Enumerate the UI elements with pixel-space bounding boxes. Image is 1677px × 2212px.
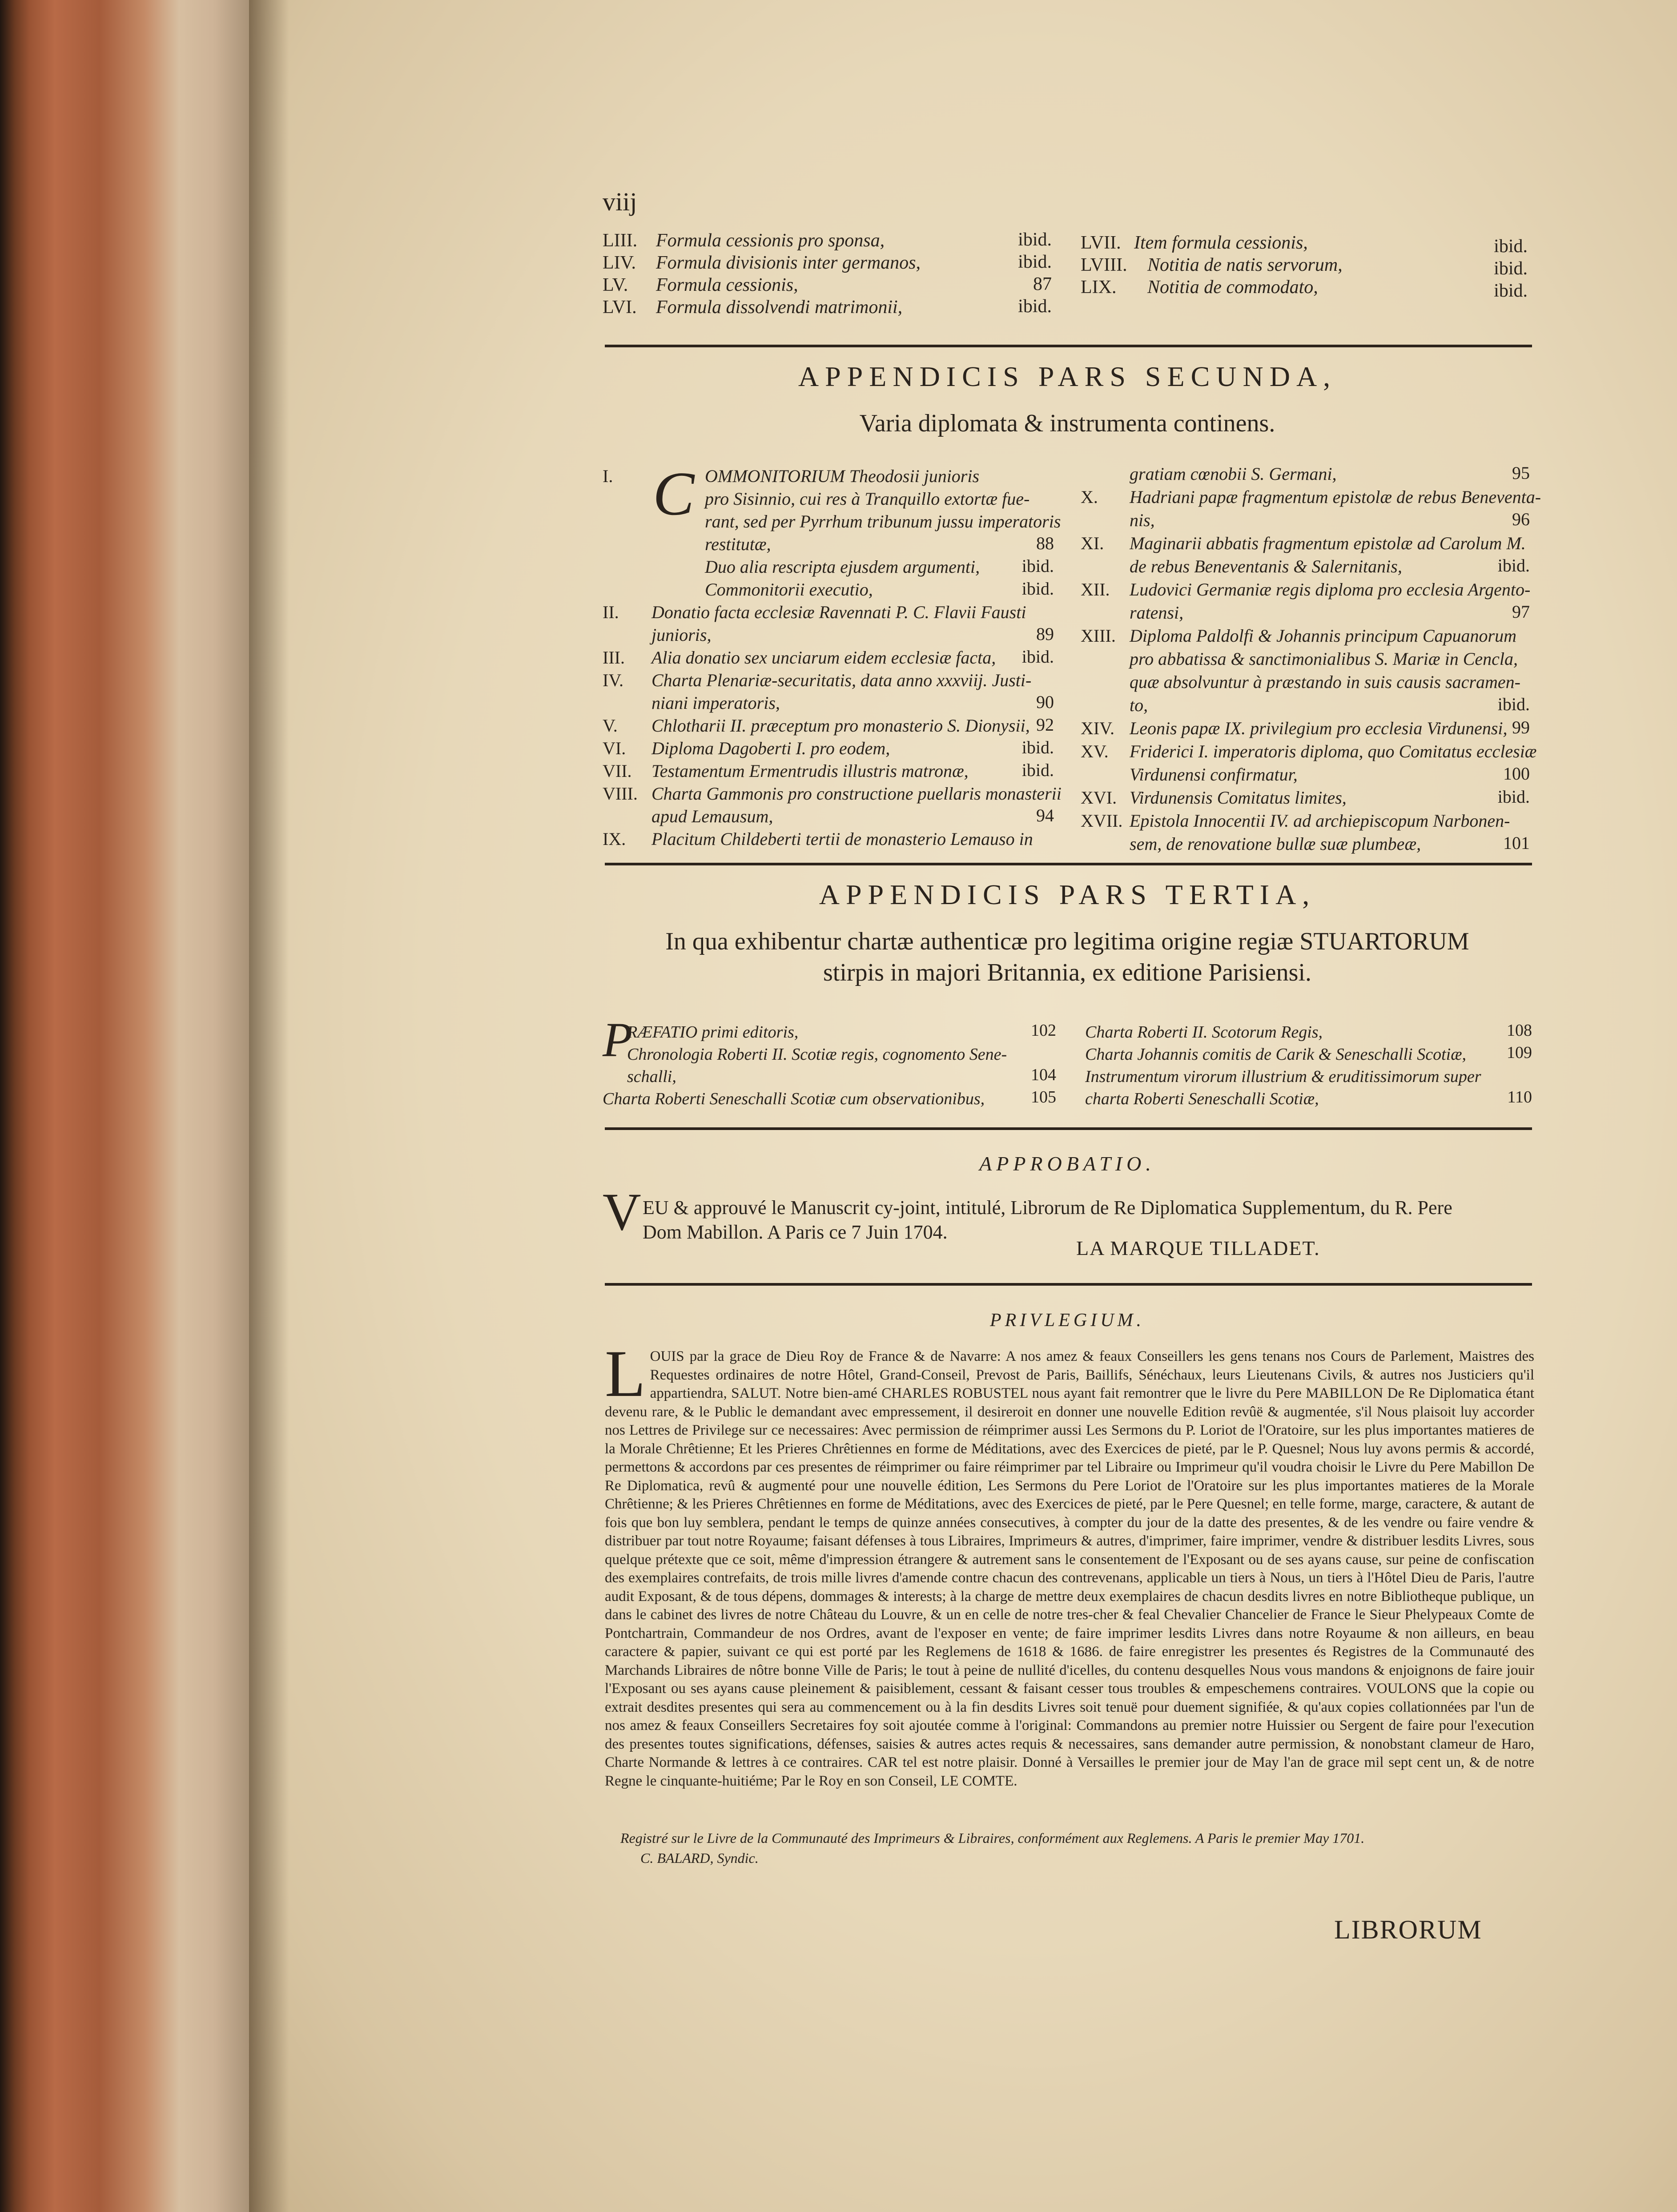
item-title: quæ absolvuntur à præstando in suis causis sacramen- — [1130, 672, 1520, 692]
page-ref: ibid. — [1018, 229, 1052, 250]
page-ref: 101 — [1503, 833, 1530, 853]
list-item — [603, 555, 980, 579]
page-ref: 104 — [1031, 1066, 1056, 1084]
item-title: sem, de renovatione bullæ suæ plumbeæ, — [1130, 834, 1421, 854]
item-number: XIV. — [1081, 718, 1114, 738]
item-number: VII. — [603, 761, 632, 781]
list-item — [1081, 648, 1518, 671]
horizontal-rule — [605, 345, 1532, 347]
list-item — [603, 714, 1030, 737]
page-ref: 89 — [1036, 624, 1054, 644]
item-number: X. — [1081, 487, 1098, 507]
page-ref: 109 — [1507, 1043, 1532, 1062]
list-item: LIV. Formula divisionis inter germanos, — [603, 253, 921, 273]
page-ref: 88 — [1036, 533, 1054, 553]
drop-cap: L — [605, 1347, 646, 1411]
page-ref: 95 — [1512, 463, 1530, 483]
list-item — [603, 805, 773, 828]
item-title: to, — [1130, 695, 1148, 715]
page-ref: 97 — [1512, 602, 1530, 622]
list-item — [603, 601, 1026, 624]
page-ref: ibid. — [1021, 579, 1054, 599]
item-title: Charta Plenariæ-securitatis, data anno xxxviij. Justi- — [651, 670, 1032, 690]
item-title: Diploma Dagoberti I. pro eodem, — [651, 738, 890, 758]
horizontal-rule — [605, 1127, 1532, 1130]
item-title: OMMONITORIUM Theodosii junioris — [705, 466, 980, 486]
item-title: Charta Roberti II. Scotorum Regis, — [1085, 1023, 1323, 1042]
list-item — [603, 533, 771, 556]
section-heading: APPENDICIS PARS SECUNDA, — [798, 361, 1337, 392]
list-item — [1081, 463, 1337, 486]
item-title: Virdunensis Comitatus limites, — [1130, 788, 1347, 808]
item-title: Virdunensi confirmatur, — [1130, 764, 1298, 784]
item-title: Instrumentum virorum illustrium & eruditissimorum super — [1085, 1067, 1481, 1086]
list-item — [1081, 509, 1155, 532]
item-title: restitutæ, — [705, 534, 771, 554]
list-item — [1081, 624, 1516, 648]
item-title: Hadriani papæ fragmentum epistolæ de rebus Beneventa- — [1130, 487, 1541, 507]
page-number: viij — [603, 187, 637, 216]
list-item — [1081, 740, 1537, 763]
item-number: XI. — [1081, 533, 1104, 553]
item-number: IX. — [603, 829, 626, 849]
page-ref: ibid. — [1497, 787, 1530, 807]
page-ref: ibid. — [1494, 258, 1528, 279]
list-item — [603, 737, 890, 760]
page-ref: ibid. — [1497, 694, 1530, 714]
approbatio-line-2: Dom Mabillon. A Paris ce 7 Juin 1704. — [643, 1221, 948, 1243]
list-item — [603, 669, 1031, 692]
list-item — [1081, 578, 1530, 601]
item-title: pro abbatissa & sanctimonialibus S. Mariæ in Cencla, — [1130, 649, 1518, 669]
item-title: Epistola Innocentii IV. ad archiepiscopum Narbonen- — [1130, 811, 1510, 831]
list-item — [603, 782, 1062, 805]
list-item — [1081, 486, 1541, 509]
list-item — [1085, 1021, 1323, 1044]
item-number: IV. — [603, 670, 624, 690]
catchword: LIBRORUM — [1334, 1915, 1482, 1944]
page-ref: 96 — [1512, 509, 1530, 529]
list-item: LV. Formula cessionis, — [603, 275, 798, 295]
item-number: VIII. — [603, 784, 638, 804]
page-ref: ibid. — [1021, 737, 1054, 757]
list-item — [603, 1065, 676, 1088]
list-item — [603, 760, 969, 783]
approbatio-line-1: EU & approuvé le Manuscrit cy-joint, intitulé, Librorum de Re Diplomatica Supplementum, du R. Pere — [643, 1197, 1452, 1219]
list-item — [603, 1087, 985, 1110]
list-item: LIII. Formula cessionis pro sponsa, — [603, 230, 885, 251]
list-item: LVIII. Notitia de natis servorum, — [1081, 255, 1343, 275]
syndic-signature: C. BALARD, Syndic. — [640, 1850, 759, 1866]
page-ref: ibid. — [1018, 296, 1052, 317]
list-item — [1081, 809, 1510, 833]
item-title: de rebus Beneventanis & Salernitanis, — [1130, 556, 1402, 576]
item-number: II. — [603, 602, 619, 622]
item-title: Diploma Paldolfi & Johannis principum Capuanorum — [1130, 626, 1516, 646]
list-item — [1085, 1043, 1466, 1066]
item-title: junioris, — [651, 625, 712, 645]
item-number: III. — [603, 648, 625, 668]
item-title: RÆFATIO primi editoris, — [627, 1023, 799, 1042]
list-item — [1085, 1065, 1481, 1088]
list-item — [1081, 717, 1508, 740]
list-item — [1081, 786, 1347, 809]
page-ref: ibid. — [1021, 647, 1054, 667]
list-item — [603, 623, 711, 647]
item-title: apud Lemausum, — [651, 806, 773, 826]
list-item — [603, 1021, 798, 1044]
list-item — [1081, 694, 1148, 717]
gutter-shadow — [249, 0, 289, 2212]
page-ref: 100 — [1503, 764, 1530, 784]
item-title: gratiam cœnobii S. Germani, — [1130, 464, 1337, 484]
item-title: charta Roberti Seneschalli Scotiæ, — [1085, 1090, 1319, 1108]
item-number: XII. — [1081, 579, 1110, 599]
list-item — [1081, 555, 1402, 578]
page-ref: 87 — [1033, 274, 1052, 294]
page-ref: 110 — [1507, 1088, 1532, 1106]
list-item — [603, 578, 873, 601]
drop-cap: P — [603, 1013, 633, 1067]
approbatio-signature: LA MARQUE TILLADET. — [1076, 1237, 1320, 1259]
item-title: rant, sed per Pyrrhum tribunum jussu imperatoris — [705, 511, 1061, 531]
drop-cap: C — [653, 459, 695, 528]
page-ref: 105 — [1031, 1088, 1056, 1106]
item-title: Chronologia Roberti II. Scotiæ regis, cognomento Sene- — [627, 1045, 1007, 1064]
item-title: Maginarii abbatis fragmentum epistolæ ad Carolum M. — [1130, 533, 1526, 553]
book-fore-edge — [0, 0, 249, 2212]
item-title: Commonitorii executio, — [705, 579, 873, 599]
page-ref: 102 — [1031, 1021, 1056, 1040]
drop-cap: V — [603, 1182, 641, 1241]
item-title: Alia donatio sex unciarum eidem ecclesiæ facta, — [651, 648, 996, 668]
horizontal-rule — [605, 1283, 1532, 1286]
list-item — [603, 646, 996, 669]
page-ref: 99 — [1512, 717, 1530, 737]
section-subheading: Varia diplomata & instrumenta continens. — [859, 410, 1275, 437]
section-subheading: stirpis in majori Britannia, ex editione Parisiensi. — [823, 959, 1312, 986]
item-number: VI. — [603, 738, 626, 758]
list-item: LIX. Notitia de commodato, — [1081, 277, 1318, 298]
item-title: pro Sisinnio, cui res à Tranquillo extortæ fue- — [705, 489, 1030, 509]
page-ref: ibid. — [1494, 236, 1528, 257]
item-number: XVII. — [1081, 811, 1123, 831]
item-title: Donatio facta ecclesiæ Ravennati P. C. Flavii Fausti — [651, 602, 1026, 622]
item-title: Charta Johannis comitis de Carik & Seneschalli Scotiæ, — [1085, 1045, 1467, 1064]
item-title: ratensi, — [1130, 603, 1184, 623]
item-title: Leonis papæ IX. privilegium pro ecclesia Virdunensi, — [1130, 718, 1508, 738]
item-number: V. — [603, 716, 618, 736]
registration-note: Registré sur le Livre de la Communauté des Imprimeurs & Libraires, conformément aux Reglemens. A Paris le premier May 1701. — [620, 1830, 1365, 1846]
privilegium-heading: PRIVLEGIUM. — [989, 1310, 1145, 1331]
item-title: schalli, — [627, 1067, 676, 1086]
list-item — [1085, 1087, 1319, 1110]
page-ref: 94 — [1036, 805, 1054, 825]
page-ref: ibid. — [1021, 760, 1054, 780]
page-ref: 90 — [1036, 692, 1054, 712]
page-ref: 92 — [1036, 715, 1054, 735]
page-ref: ibid. — [1494, 281, 1528, 301]
item-title: Duo alia rescripta ejusdem argumenti, — [705, 557, 980, 577]
section-subheading: In qua exhibentur chartæ authenticæ pro legitima origine regiæ STUARTORUM — [665, 928, 1469, 955]
item-title: Testamentum Ermentrudis illustris matronæ, — [651, 761, 969, 781]
list-item — [603, 692, 780, 715]
list-item — [1081, 833, 1421, 856]
item-title: Ludovici Germaniæ regis diploma pro ecclesia Argento- — [1130, 579, 1531, 599]
list-item: LVI. Formula dissolvendi matrimonii, — [603, 297, 903, 318]
item-number: XVI. — [1081, 788, 1117, 808]
page-ref: 108 — [1507, 1021, 1532, 1040]
list-item — [1081, 532, 1526, 555]
list-item — [603, 1043, 1007, 1066]
privilegium-text: OUIS par la grace de Dieu Roy de France & de Navarre: A nos amez & feaux Conseillers les gens tenans nos Cours de Parlement, Maistres des Requestes ordinaires de notre Hôtel, Grand-Conseil, Prevost de Paris, Baillifs, Sénéchaux, leurs Lieutenans Civils, & autres nos Justiciers qu'il appartiendra, SALUT. Notre bien-amé CHARLES ROBUSTEL nous ayant fait remontrer que le livre du Pere MABILLON De Re Diplomatica étant devenu rare, & le Public le demandant avec empressement, il desireroit en donner une nouvelle Edition revûë & augmentée, s'il Nous plaisoit luy accorder nos Lettres de Privilege sur ce necessaires: Avec permission de réimprimer aussi Les Sermons du P. Loriot de l'Oratoire, sur les plus importantes matieres de la Morale Chrêtienne; Et les Prieres Chrêtiennes en forme de Méditations, avec des Exercices de pieté, par le P. Quesnel; Nous luy avons permis & accordé, permettons & accordons par ces presentes de réimprimer ou faire réimprimer par tel Libraire ou Imprimeur qu'il voudra choisir le Livre du Pere Mabillon De Re Diplomatica, revû & augmenté pour une nouvelle édition, Les Sermons du Pere Loriot de l'Oratoire sur les plus importantes matieres de la Morale Chrêtienne; & les Prieres Chrêtiennes en forme de Méditations, avec des Exercices de pieté, par le Pere Quesnel; en telle forme, marge, caractere, & autant de fois que bon luy semblera, pendant le temps de quinze années consecutives, à compter du jour de la datte des presentes, & de les vendre ou faire vendre & distribuer par tout notre Royaume; faisant défenses à tous Libraires, Imprimeurs & autres, d'imprimer, faire imprimer, vendre & distribuer lesdits Livres, sous quelque prétexte que ce soit, même d'impression étrangere & autrement sans le consentement de l'Exposant ou de ses ayans cause, sur peine de confiscation des exemplaires contrefaits, de trois mille livres d'amende contre chacun des contrevenans, applicable un tiers à Nous, un tiers à l'Hôtel Dieu de Paris, l'autre audit Exposant, & de tous dépens, dommages & interests; à la charge de mettre deux exemplaires de chacun desdits livres en notre Bibliotheque publique, un dans le cabinet des livres de notre Château du Louvre, & un en celle de notre tres-cher & feal Chevalier Chancelier de France le Sieur Phelypeaux Comte de Pontchartrain, Commandeur de nos Ordres, avant de l'exposer en vente; de faire imprimer lesdits Livres dans notre Royaume & non ailleurs, en beau caractere & papier, suivant ce qui est porté par les Reglemens de 1618 & 1686. de faire enregistrer les presentes és Registres de la Communauté des Marchands Libraires de nôtre bonne Ville de Paris; le tout à peine de nullité d'icelles, du contenu desquelles Nous vous mandons & enjoignons de faire jouir l'Exposant ou ses ayans cause pleinement & paisiblement, cessant & faisant cesser tous troubles & empeschemens contraires. VOULONS que la copie ou extrait desdites presentes qui sera au commencement ou à la fin desdits Livres soit tenuë pour duement signifiée, & qu'aux copies collationnées par l'un de nos amez & feaux Conseillers Secretaires foy soit ajoutée comme à l'original: Commandons au premier notre Huissier ou Sergent de faire pour l'execution des presentes toutes significations, défenses, saisies & autres actes requis & necessaires, sans demander autre permission, & nonobstant clameur de Haro, Charte Normande & lettres à ce contraires. CAR tel est notre plaisir. Donné à Versailles le premier jour de May l'an de grace mil sept cent un, & de notre Regne le cinquante-huitiéme; Par le Roy en son Conseil, LE COMTE. — [605, 1348, 1534, 1789]
page-ref: ibid. — [1018, 252, 1052, 272]
item-title: Charta Gammonis pro constructione puellaris monasterii — [651, 784, 1062, 804]
list-item: LVII. Item formula cessionis, — [1081, 233, 1308, 253]
list-item — [1081, 601, 1183, 624]
item-title: nis, — [1130, 510, 1155, 530]
list-item — [1081, 763, 1298, 786]
item-title: Chlotharii II. præceptum pro monasterio S. Dionysii, — [651, 716, 1030, 736]
page-ref: ibid. — [1021, 556, 1054, 576]
horizontal-rule — [605, 863, 1532, 865]
approbatio-heading: APPROBATIO. — [979, 1152, 1155, 1175]
privilegium-body — [605, 1347, 1534, 1814]
item-title: Charta Roberti Seneschalli Scotiæ cum observationibus, — [603, 1090, 985, 1108]
item-title: Placitum Childeberti tertii de monasterio Lemauso in — [651, 829, 1033, 849]
section-heading: APPENDICIS PARS TERTIA, — [819, 879, 1316, 910]
page-ref: ibid. — [1497, 555, 1530, 575]
item-title: niani imperatoris, — [651, 693, 780, 713]
item-number: XV. — [1081, 741, 1109, 761]
item-number: XIII. — [1081, 626, 1116, 646]
list-item — [603, 828, 1033, 851]
list-item — [1081, 671, 1520, 694]
item-title: Friderici I. imperatoris diploma, quo Comitatus ecclesiæ — [1130, 741, 1537, 761]
item-number: I. — [603, 466, 613, 486]
